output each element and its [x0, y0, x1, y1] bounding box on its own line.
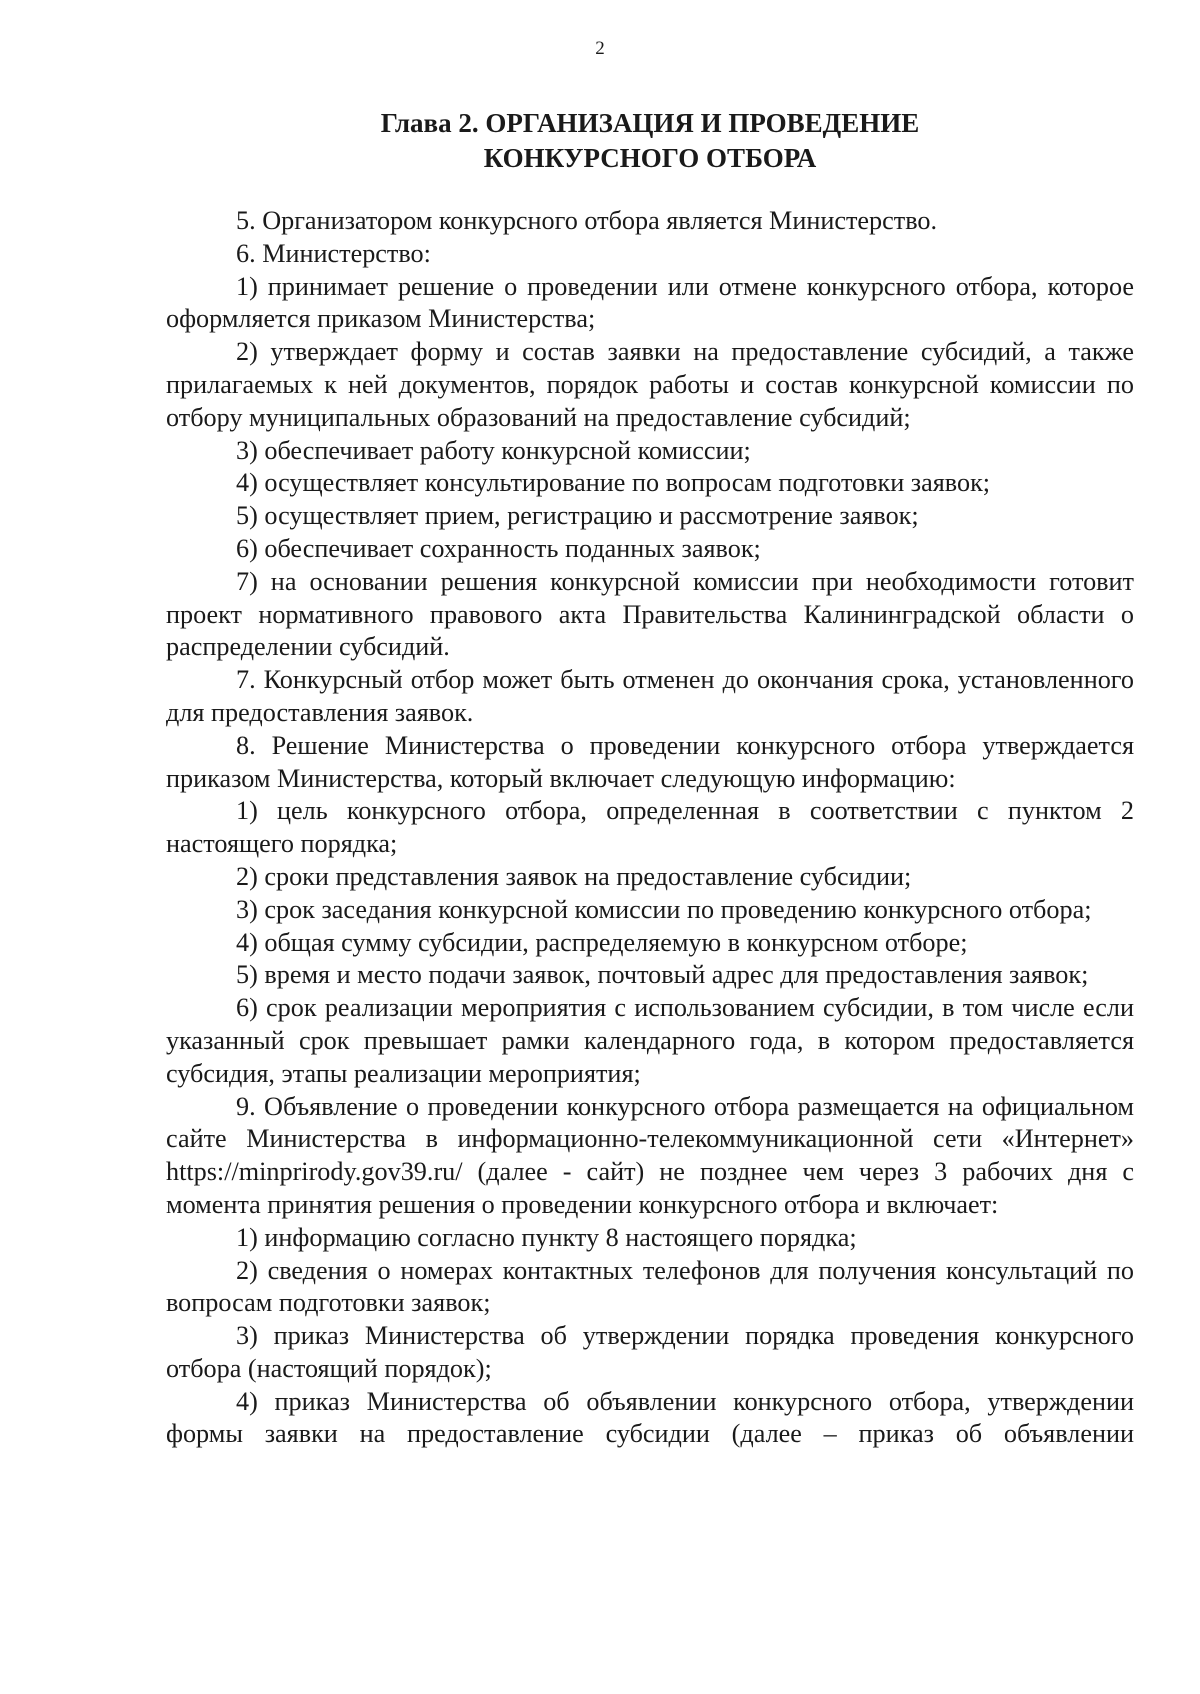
subitem-8-3: 3) срок заседания конкурсной комиссии по проведению конкурсного отбора; — [236, 894, 1092, 924]
subitem-8-2: 2) сроки представления заявок на предоставление субсидии; — [236, 861, 912, 891]
subitem-8-5: 5) время и место подачи заявок, почтовый адрес для предоставления заявок; — [236, 960, 1089, 990]
subitem-8-1: 1) цель конкурсного отбора, определенная в соответствии с пунктом 2 настоящего порядка; — [166, 796, 1134, 859]
paragraph-item-6: 6. Министерство: — [236, 238, 431, 268]
subitem-6-6: 6) обеспечивает сохранность поданных заявок; — [236, 533, 761, 563]
subitem-8-4: 4) общая сумму субсидии, распределяемую в конкурсном отборе; — [236, 927, 968, 957]
subitem-9-3: 3) приказ Министерства об утверждении порядка проведения конкурсного отбора (настоящий порядок); — [166, 1321, 1134, 1383]
subitem-6-2: 2) утверждает форму и состав заявки на предоставление субсидий, а также прилагаемых к ней документов, порядок работы и состав конкурсной комиссии по отбору муниципальных образований на предоставление субсидий; — [166, 337, 1134, 432]
subitem-6-5: 5) осуществляет прием, регистрацию и рассмотрение заявок; — [236, 501, 919, 531]
subitem-9-1: 1) информацию согласно пункту 8 настоящего порядка; — [236, 1222, 857, 1252]
chapter-heading-line-1: Глава 2. ОРГАНИЗАЦИЯ И ПРОВЕДЕНИЕ — [380, 108, 920, 138]
paragraph-item-5: 5. Организатором конкурсного отбора является Министерство. — [236, 206, 938, 235]
paragraph-item-8: 8. Решение Министерства о проведении конкурсного отбора утверждается приказом Министерства, который включает следующую информацию: — [166, 730, 1134, 793]
subitem-6-3: 3) обеспечивает работу конкурсной комиссии; — [236, 435, 751, 465]
document-body — [166, 205, 1134, 1451]
subitem-6-7: 7) на основании решения конкурсной комиссии при необходимости готовит проект нормативного правового акта Правительства Калининградской области о распределении субсидий. — [166, 566, 1134, 662]
subitem-9-2: 2) сведения о номерах контактных телефонов для получения консультаций по вопросам подготовки заявок; — [166, 1255, 1134, 1318]
chapter-heading-line-2: КОНКУРСНОГО ОТБОРА — [483, 143, 817, 173]
paragraph-item-9: 9. Объявление о проведении конкурсного отбора размещается на официальном сайте Министерства в информационно-телекоммуникационной сети «Интернет» https://minprirody.gov39.ru/ (далее - сайт) не позднее чем через 3 рабочих дня с момента принятия решения о проведении конкурсного отбора и включает: — [166, 1091, 1134, 1219]
subitem-9-4: 4) приказ Министерства об объявлении конкурсного отбора, утверждении формы заявки на предоставление субсидии (далее – приказ об объявлении — [166, 1386, 1134, 1449]
subitem-8-6: 6) срок реализации мероприятия с использованием субсидии, в том числе если указанный срок превышает рамки календарного года, в котором предоставляется субсидия, этапы реализации мероприятия; — [166, 993, 1134, 1088]
page-number: 2 — [595, 38, 605, 59]
subitem-6-1: 1) принимает решение о проведении или отмене конкурсного отбора, которое оформляется приказом Министерства; — [166, 271, 1134, 334]
chapter-heading — [170, 106, 1130, 176]
subitem-6-4: 4) осуществляет консультирование по вопросам подготовки заявок; — [236, 468, 991, 498]
paragraph-item-7: 7. Конкурсный отбор может быть отменен до окончания срока, установленного для предоставления заявок. — [166, 665, 1134, 727]
